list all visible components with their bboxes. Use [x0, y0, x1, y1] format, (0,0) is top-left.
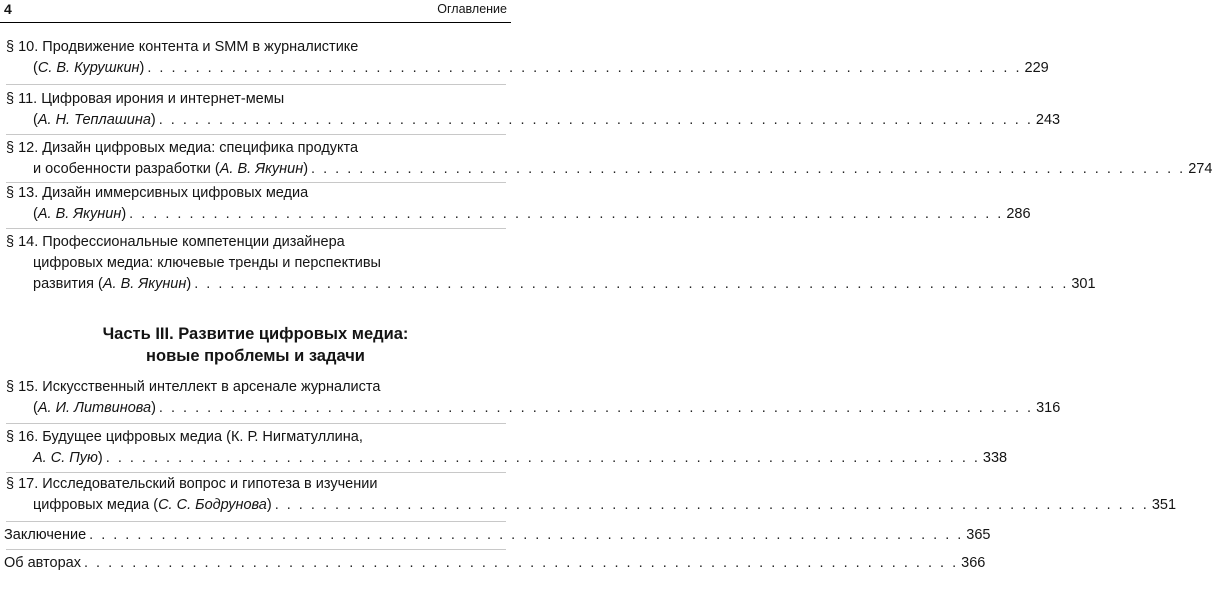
toc-entry-page: 316 — [1036, 400, 1061, 416]
toc-entry-page: 274 — [1188, 161, 1212, 177]
toc-entry-last-line — [6, 58, 1049, 79]
toc-entry-14[interactable] — [6, 232, 1096, 295]
toc-entry-page: 351 — [1151, 497, 1177, 513]
dot-leader: . . . . . . . . . . . . . . . . . . . . . . . . . . . . . . . . . . . . . . . . . . . . . . . . . . . . . . . . . . . . . . . . . . . . . . . . . — [147, 60, 1022, 76]
toc-entry-author: А. В. Якунин — [102, 276, 187, 292]
toc-entry-author-line: цифровых медиа (С. С. Бодрунова) — [33, 497, 272, 513]
toc-entry-last-line — [6, 159, 1212, 180]
toc-entry-title: § 12. Дизайн цифровых медиа: специфика продукта — [6, 140, 359, 156]
toc-entry-last-line — [4, 525, 991, 546]
toc-entry-title: § 14. Профессиональные компетенции дизайнера — [6, 234, 345, 250]
toc-entry-title: § 10. Продвижение контента и SMM в журналистике — [6, 39, 359, 55]
toc-entry-author-line: (А. Н. Теплашина) — [33, 112, 156, 128]
toc-entry-17[interactable] — [6, 474, 1177, 516]
toc-entry-label: Об авторах — [4, 555, 81, 571]
toc-entry-author-line: (А. И. Литвинова) — [33, 400, 156, 416]
toc-entry-title: § 16. Будущее цифровых медиа (К. Р. Нигматуллина, — [6, 429, 363, 445]
toc-entry-author: С. В. Курушкин — [37, 60, 140, 76]
part-heading-line2: новые проблемы и задачи — [146, 347, 365, 365]
dot-leader: . . . . . . . . . . . . . . . . . . . . . . . . . . . . . . . . . . . . . . . . . . . . . . . . . . . . . . . . . . . . . . . . . . . . . . . . . — [83, 555, 959, 571]
running-head: Оглавление — [437, 2, 507, 16]
dot-leader: . . . . . . . . . . . . . . . . . . . . . . . . . . . . . . . . . . . . . . . . . . . . . . . . . . . . . . . . . . . . . . . . . . . . . . . . . — [274, 497, 1149, 513]
dot-leader: . . . . . . . . . . . . . . . . . . . . . . . . . . . . . . . . . . . . . . . . . . . . . . . . . . . . . . . . . . . . . . . . . . . . . . . . . — [89, 527, 964, 543]
toc-entry-author-line: и особенности разработки (А. В. Якунин) — [33, 161, 309, 177]
toc-entry-16[interactable] — [6, 427, 1008, 469]
toc-entry-page: 366 — [961, 555, 986, 571]
toc-entry-page: 338 — [982, 450, 1008, 466]
dot-leader: . . . . . . . . . . . . . . . . . . . . . . . . . . . . . . . . . . . . . . . . . . . . . . . . . . . . . . . . . . . . . . . . . . . . . . . . . — [158, 112, 1033, 128]
dot-leader: . . . . . . . . . . . . . . . . . . . . . . . . . . . . . . . . . . . . . . . . . . . . . . . . . . . . . . . . . . . . . . . . . . . . . . . . . — [194, 276, 1069, 292]
toc-entry-author: А. В. Якунин — [219, 161, 304, 177]
toc-entry-author: А. И. Литвинова — [37, 400, 152, 416]
toc-entry-page: 286 — [1006, 206, 1031, 222]
toc-entry-title: § 13. Дизайн иммерсивных цифровых медиа — [6, 185, 309, 201]
toc-entry-last-line — [6, 274, 1096, 295]
toc-entry-author-line: (С. В. Курушкин) — [33, 60, 145, 76]
divider — [6, 472, 506, 473]
dot-leader: . . . . . . . . . . . . . . . . . . . . . . . . . . . . . . . . . . . . . . . . . . . . . . . . . . . . . . . . . . . . . . . . . . . . . . . . . — [105, 450, 980, 466]
toc-entry-author: А. Н. Теплашина — [37, 112, 151, 128]
toc-entry-label: Заключение — [4, 527, 87, 543]
header-rule — [0, 22, 511, 23]
dot-leader: . . . . . . . . . . . . . . . . . . . . . . . . . . . . . . . . . . . . . . . . . . . . . . . . . . . . . . . . . . . . . . . . . . . . . . . . . — [311, 161, 1186, 177]
part-heading — [0, 323, 511, 367]
toc-entry-10[interactable] — [6, 37, 1049, 79]
toc-entry-page: 243 — [1035, 112, 1061, 128]
toc-entry-last-line — [6, 110, 1061, 131]
toc-entry-author: А. В. Якунин — [37, 206, 122, 222]
divider — [6, 134, 506, 135]
part-heading-line1: Часть III. Развитие цифровых медиа: — [102, 325, 409, 343]
toc-entry-title: § 17. Исследовательский вопрос и гипотеза в изучении — [6, 476, 378, 492]
toc-entry-last-line — [6, 398, 1061, 419]
toc-entry-13[interactable] — [6, 183, 1031, 225]
toc-entry-11[interactable] — [6, 89, 1061, 131]
divider — [6, 549, 506, 550]
toc-entry-15[interactable] — [6, 377, 1061, 419]
toc-entry-title-cont: цифровых медиа: ключевые тренды и перспективы — [33, 255, 381, 271]
toc-entry-last-line — [6, 495, 1177, 516]
toc-entry-last-line — [6, 448, 1008, 469]
dot-leader: . . . . . . . . . . . . . . . . . . . . . . . . . . . . . . . . . . . . . . . . . . . . . . . . . . . . . . . . . . . . . . . . . . . . . . . . . — [129, 206, 1004, 222]
divider — [6, 228, 506, 229]
divider — [6, 84, 506, 85]
toc-entry-about-authors[interactable] — [4, 553, 986, 574]
toc-entry-last-line — [6, 204, 1031, 225]
toc-entry-12[interactable] — [6, 138, 1212, 180]
toc-entry-last-line — [4, 553, 986, 574]
page-number: 4 — [4, 1, 12, 17]
toc-entry-title-cont: развития — [33, 276, 99, 292]
page-header — [0, 0, 511, 24]
toc-entry-author: А. С. Пую — [33, 450, 98, 466]
toc-entry-page: 229 — [1024, 60, 1049, 76]
toc-entry-conclusion[interactable] — [4, 525, 991, 546]
toc-entry-title: § 15. Искусственный интеллект в арсенале журналиста — [6, 379, 381, 395]
toc-entry-title: § 11. Цифровая ирония и интернет-мемы — [6, 91, 285, 107]
toc-entry-author: С. С. Бодрунова — [158, 497, 267, 513]
dot-leader: . . . . . . . . . . . . . . . . . . . . . . . . . . . . . . . . . . . . . . . . . . . . . . . . . . . . . . . . . . . . . . . . . . . . . . . . . — [158, 400, 1034, 416]
toc-entry-page: 301 — [1071, 276, 1096, 292]
toc-entry-page: 365 — [966, 527, 991, 543]
toc-entry-author-line: развития (А. В. Якунин) — [33, 276, 192, 292]
divider — [6, 521, 506, 522]
toc-entry-author-line: А. С. Пую) — [33, 450, 103, 466]
toc-entry-title-cont: и особенности разработки — [33, 161, 215, 177]
toc-entry-title-cont: цифровых медиа — [33, 497, 154, 513]
divider — [6, 423, 506, 424]
toc-entry-author-line: (А. В. Якунин) — [33, 206, 127, 222]
